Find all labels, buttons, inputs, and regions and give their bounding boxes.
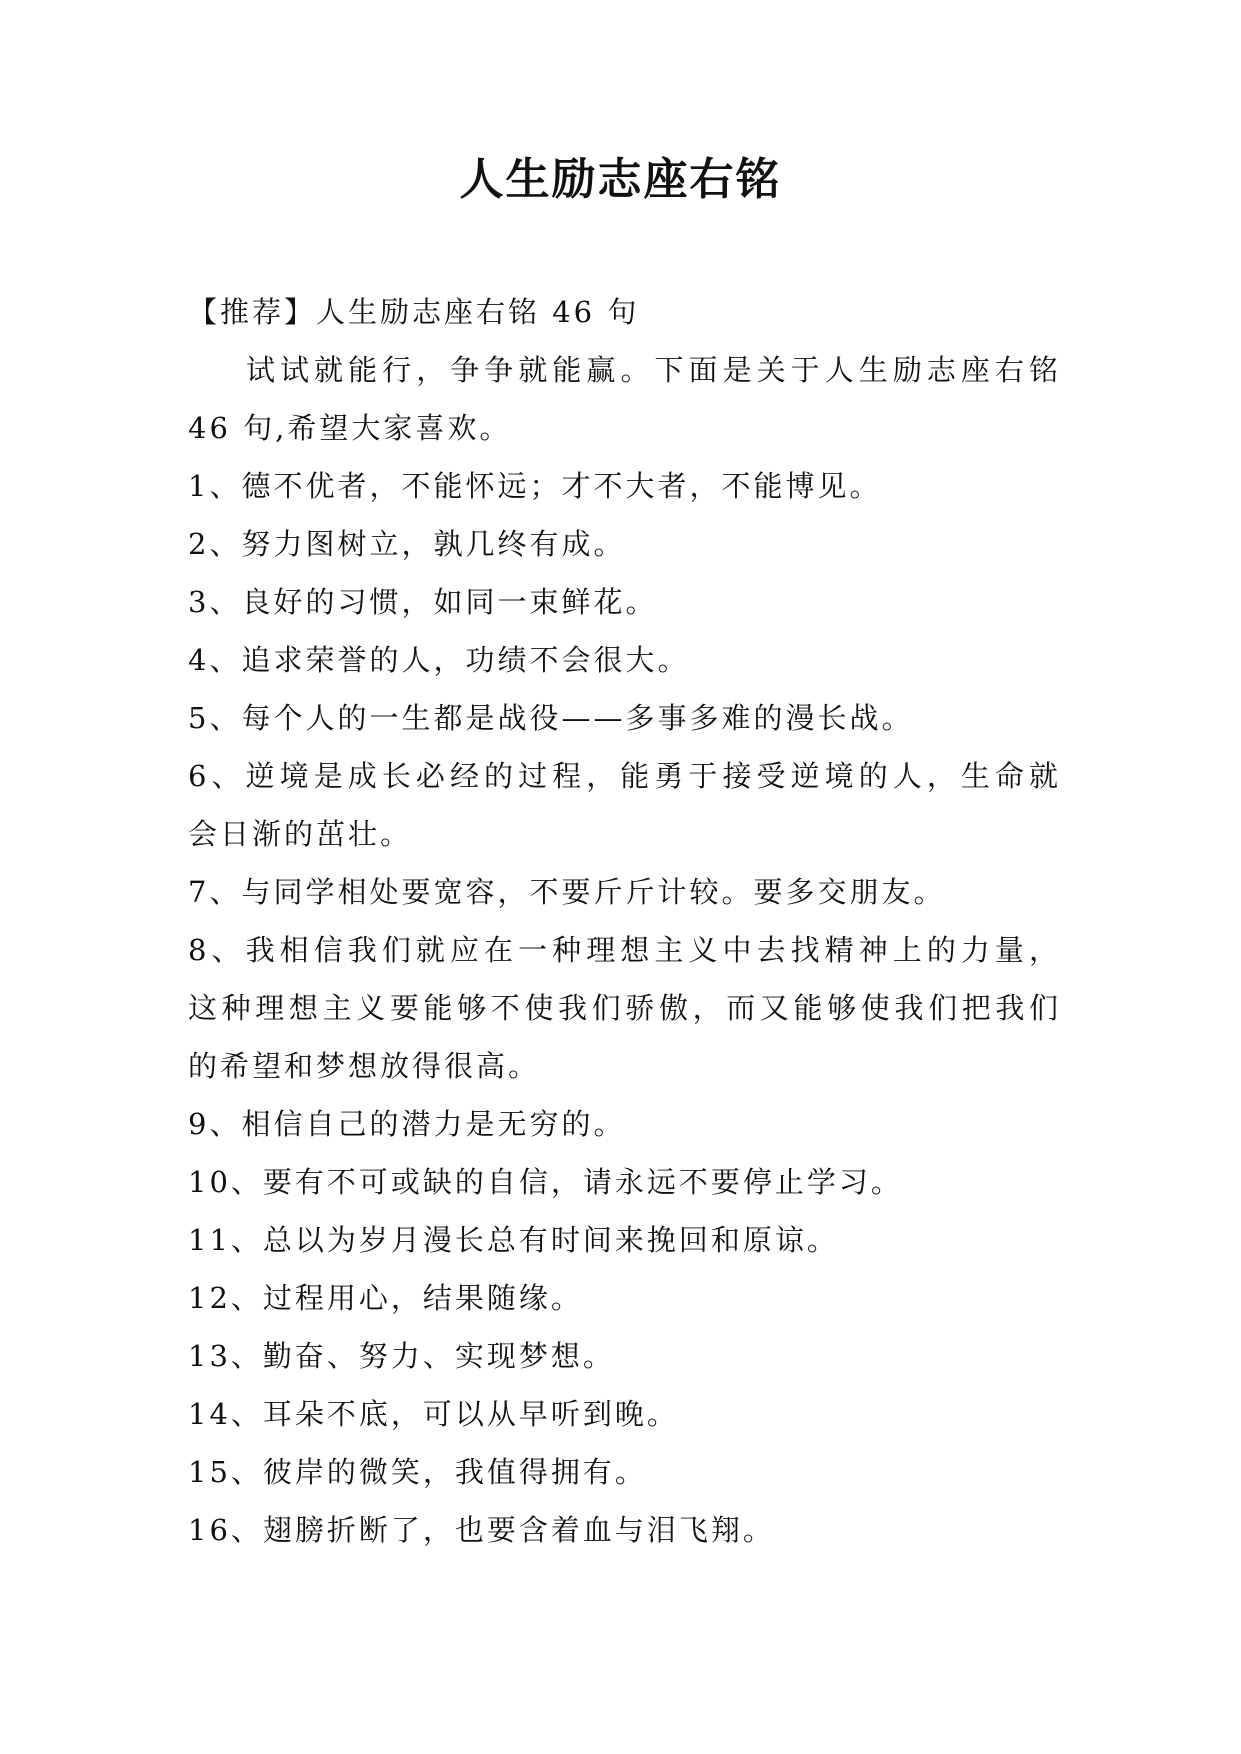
quote-line: 8、我相信我们就应在一种理想主义中去找精神上的力量， xyxy=(188,933,1058,967)
subtitle-line: 【推荐】人生励志座右铭 46 句 xyxy=(188,295,640,329)
quote-line: 9、相信自己的潜力是无穷的。 xyxy=(188,1107,626,1141)
quote-line: 15、彼岸的微笑，我值得拥有。 xyxy=(188,1455,647,1489)
quote-line: 10、要有不可或缺的自信，请永远不要停止学习。 xyxy=(188,1165,903,1199)
quote-line: 会日渐的茁壮。 xyxy=(188,817,413,851)
quote-line: 1、德不优者，不能怀远；才不大者，不能博见。 xyxy=(188,469,882,503)
intro-line: 试试就能行，争争就能赢。下面是关于人生励志座右铭 xyxy=(246,353,1058,387)
quote-line: 12、过程用心，结果随缘。 xyxy=(188,1281,583,1315)
document-body xyxy=(188,283,1058,1559)
quote-line: 4、追求荣誉的人，功绩不会很大。 xyxy=(188,643,690,677)
quote-line: 6、逆境是成长必经的过程，能勇于接受逆境的人，生命就 xyxy=(188,759,1058,793)
quote-line: 5、每个人的一生都是战役——多事多难的漫长战。 xyxy=(188,701,914,735)
quote-line: 3、良好的习惯，如同一束鲜花。 xyxy=(188,585,658,619)
quote-line: 13、勤奋、努力、实现梦想。 xyxy=(188,1339,615,1373)
intro-line: 46 句,希望大家喜欢。 xyxy=(188,411,512,445)
quote-line: 7、与同学相处要宽容，不要斤斤计较。要多交朋友。 xyxy=(188,875,946,909)
quote-line: 2、努力图树立，孰几终有成。 xyxy=(188,527,626,561)
quote-line: 14、耳朵不底，可以从早听到晚。 xyxy=(188,1397,679,1431)
quote-line: 这种理想主义要能够不使我们骄傲，而又能够使我们把我们 xyxy=(188,991,1058,1025)
page-title: 人生励志座右铭 xyxy=(459,154,782,205)
quote-line: 16、翅膀折断了，也要含着血与泪飞翔。 xyxy=(188,1513,775,1547)
quote-line: 的希望和梦想放得很高。 xyxy=(188,1049,541,1083)
quote-line: 11、总以为岁月漫长总有时间来挽回和原谅。 xyxy=(188,1223,839,1257)
